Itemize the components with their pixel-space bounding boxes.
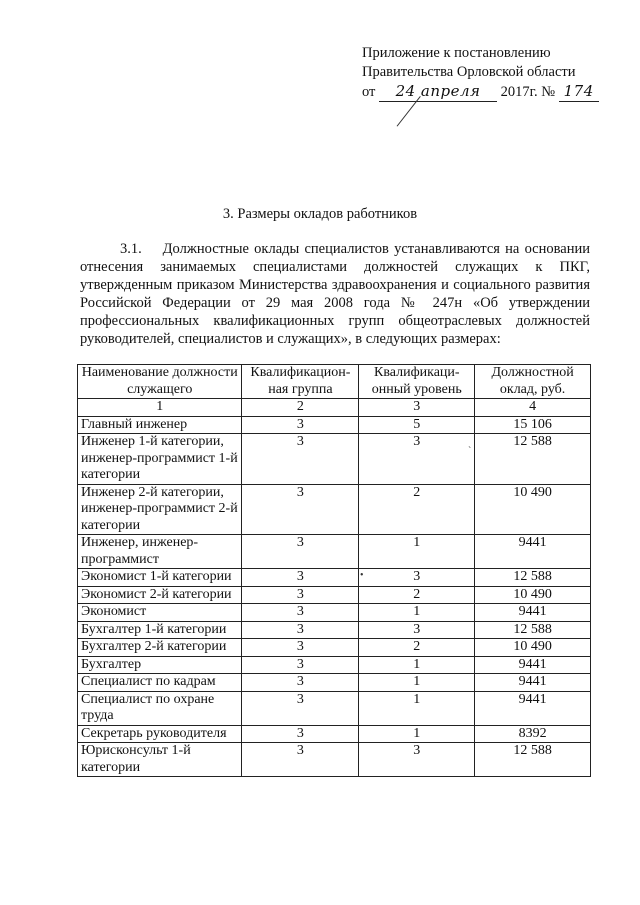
col-number: 2 — [242, 399, 359, 417]
stray-mark: ` — [468, 446, 472, 457]
cell-position: Главный инженер — [78, 416, 242, 434]
handwritten-date: 24 апреля — [379, 82, 497, 102]
paragraph-number: 3.1. — [120, 241, 142, 257]
cell-position: Инженер, инженер-программист — [78, 535, 242, 569]
cell-qual-group: 3 — [242, 621, 359, 639]
cell-qual-group: 3 — [242, 434, 359, 485]
cell-position: Экономист 2-й категории — [78, 586, 242, 604]
cell-qual-group: 3 — [242, 535, 359, 569]
cell-qual-level: 3 — [359, 743, 475, 777]
cell-qual-level: 3 — [359, 621, 475, 639]
cell-position: Инженер 2-й категории, инженер-программист 2-й категории — [78, 484, 242, 535]
cell-salary: 12 588 — [475, 621, 591, 639]
cell-qual-level: 1 — [359, 656, 475, 674]
header-position: Наименование должности служащего — [78, 365, 242, 399]
cell-salary: 12 588 — [475, 434, 591, 485]
table-row — [78, 535, 591, 569]
cell-qual-group: 3 — [242, 691, 359, 725]
header-line-2: Правительства Орловской области — [362, 64, 576, 80]
cell-position: Бухгалтер — [78, 656, 242, 674]
cell-position: Инженер 1-й категории, инженер-программист 1-й категории — [78, 434, 242, 485]
cell-salary: 9441 — [475, 674, 591, 692]
cell-qual-group: 3 — [242, 484, 359, 535]
cell-qual-level: 5 — [359, 416, 475, 434]
cell-qual-group: 3 — [242, 416, 359, 434]
paragraph-3-1 — [80, 240, 590, 348]
cell-salary: 9441 — [475, 656, 591, 674]
table-row — [78, 621, 591, 639]
cell-qual-level: 1 — [359, 535, 475, 569]
table-row — [78, 743, 591, 777]
header-line-1: Приложение к постановлению — [362, 45, 551, 61]
cell-salary: 10 490 — [475, 484, 591, 535]
cell-position: Специалист по кадрам — [78, 674, 242, 692]
table-numbering-row — [78, 399, 591, 417]
table-row — [78, 656, 591, 674]
table-row — [78, 604, 591, 622]
table-header-row — [78, 365, 591, 399]
cell-salary: 9441 — [475, 604, 591, 622]
header-ot: от — [362, 84, 376, 100]
header-salary: Должностной оклад, руб. — [475, 365, 591, 399]
paragraph-text: Должностные оклады специалистов устанавливаются на основании отнесения занимаемых специалистами должностей служащих к ПКГ, утвержденным приказом Министерства здравоохранения и социального развития Российской Федерации от 29 мая 2008 года № 247н «Об утверждении профессиональных квалификационных групп общеотраслевых должностей руководителей, специалистов и служащих», в следующих размерах: — [80, 241, 590, 347]
cell-qual-level: 2 — [359, 586, 475, 604]
cell-position: Юрисконсульт 1-й категории — [78, 743, 242, 777]
table-row — [78, 434, 591, 485]
table-row — [78, 569, 591, 587]
cell-qual-group: 3 — [242, 569, 359, 587]
col-number: 1 — [78, 399, 242, 417]
header-year: 2017г. № — [500, 84, 556, 100]
cell-qual-group: 3 — [242, 639, 359, 657]
table-row — [78, 691, 591, 725]
table-row — [78, 725, 591, 743]
cell-qual-group: 3 — [242, 656, 359, 674]
table-row — [78, 586, 591, 604]
cell-qual-group: 3 — [242, 674, 359, 692]
table-row — [78, 484, 591, 535]
cell-position: Специалист по охране труда — [78, 691, 242, 725]
cell-qual-group: 3 — [242, 604, 359, 622]
cell-qual-level: 1 — [359, 674, 475, 692]
cell-salary: 15 106 — [475, 416, 591, 434]
section-title: 3. Размеры окладов работников — [222, 206, 418, 222]
cell-position: Бухгалтер 1-й категории — [78, 621, 242, 639]
cell-salary: 12 588 — [475, 569, 591, 587]
cell-qual-level: 3 — [359, 434, 475, 485]
handwritten-number: 174 — [559, 82, 599, 102]
salary-table — [77, 364, 591, 777]
cell-qual-level: 1 — [359, 604, 475, 622]
cell-position: Экономист — [78, 604, 242, 622]
cell-qual-level: 2 — [359, 639, 475, 657]
cell-qual-level: 1 — [359, 725, 475, 743]
cell-salary: 12 588 — [475, 743, 591, 777]
cell-salary: 9441 — [475, 691, 591, 725]
cell-salary: 10 490 — [475, 639, 591, 657]
stray-dot: • — [360, 570, 364, 581]
table-row — [78, 674, 591, 692]
cell-qual-level: 2 — [359, 484, 475, 535]
col-number: 4 — [475, 399, 591, 417]
cell-salary: 8392 — [475, 725, 591, 743]
cell-salary: 10 490 — [475, 586, 591, 604]
cell-position: Экономист 1-й категории — [78, 569, 242, 587]
cell-qual-level: 1 — [359, 691, 475, 725]
header-qual-group: Квалификацион-ная группа — [242, 365, 359, 399]
cell-position: Секретарь руководителя — [78, 725, 242, 743]
cell-qual-level: 3 — [359, 569, 475, 587]
header-line-3 — [362, 82, 612, 102]
cell-salary: 9441 — [475, 535, 591, 569]
cell-position: Бухгалтер 2-й категории — [78, 639, 242, 657]
cell-qual-group: 3 — [242, 725, 359, 743]
table-row — [78, 639, 591, 657]
col-number: 3 — [359, 399, 475, 417]
header-qual-level: Квалификаци-онный уровень — [359, 365, 475, 399]
appendix-header — [362, 44, 612, 102]
table-row — [78, 416, 591, 434]
cell-qual-group: 3 — [242, 743, 359, 777]
cell-qual-group: 3 — [242, 586, 359, 604]
